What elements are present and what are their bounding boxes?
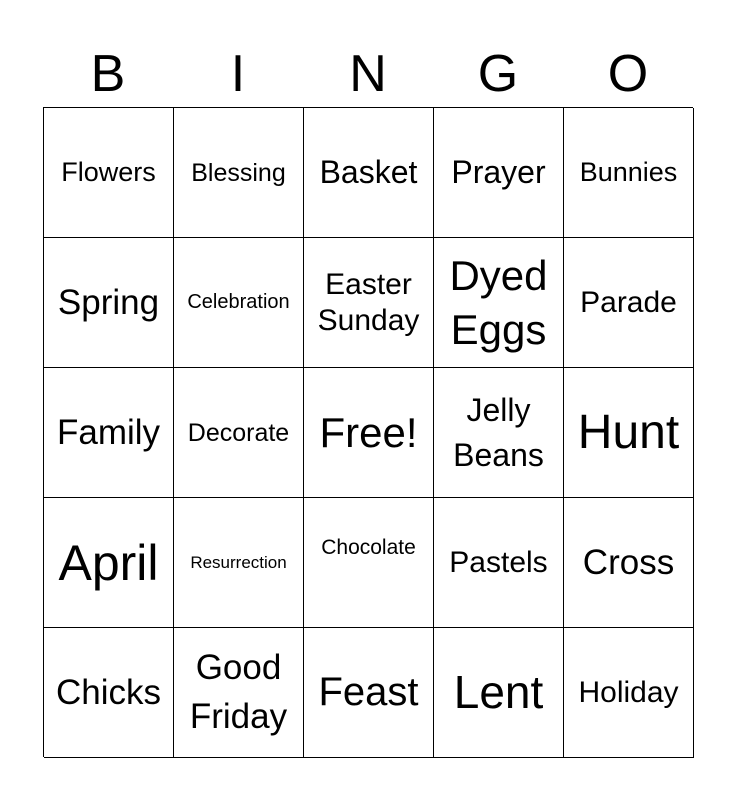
header-letter-g: G: [477, 45, 519, 103]
bingo-cell[interactable]: Prayer: [434, 108, 564, 238]
bingo-cell[interactable]: Blessing: [174, 108, 304, 238]
bingo-cell[interactable]: Free!: [304, 368, 434, 498]
bingo-cell[interactable]: April: [44, 498, 174, 628]
bingo-cell[interactable]: Family: [44, 368, 174, 498]
bingo-cell[interactable]: Hunt: [564, 368, 694, 498]
bingo-cell[interactable]: Jelly Beans: [434, 368, 564, 498]
header-letter-i: I: [230, 45, 246, 103]
bingo-cell[interactable]: Parade: [564, 238, 694, 368]
bingo-cell[interactable]: Basket: [304, 108, 434, 238]
bingo-cell[interactable]: Easter Sunday: [304, 238, 434, 368]
bingo-cell[interactable]: Decorate: [174, 368, 304, 498]
bingo-cell[interactable]: Lent: [434, 628, 564, 758]
bingo-cell[interactable]: Dyed Eggs: [434, 238, 564, 368]
bingo-cell[interactable]: Resurrection: [174, 498, 304, 628]
bingo-cell[interactable]: Chocolate: [304, 498, 434, 628]
bingo-cell[interactable]: Chicks: [44, 628, 174, 758]
bingo-cell[interactable]: Flowers: [44, 108, 174, 238]
bingo-cell[interactable]: Spring: [44, 238, 174, 368]
bingo-cell[interactable]: Good Friday: [174, 628, 304, 758]
bingo-cell[interactable]: Celebration: [174, 238, 304, 368]
bingo-cell[interactable]: Cross: [564, 498, 694, 628]
header-letter-o: O: [607, 45, 649, 103]
bingo-cell[interactable]: Holiday: [564, 628, 694, 758]
bingo-board: [43, 107, 693, 757]
header-letter-n: N: [349, 45, 387, 103]
header-letter-b: B: [90, 45, 126, 103]
bingo-cell[interactable]: Pastels: [434, 498, 564, 628]
bingo-cell[interactable]: Bunnies: [564, 108, 694, 238]
bingo-header: [43, 40, 693, 108]
bingo-cell[interactable]: Feast: [304, 628, 434, 758]
